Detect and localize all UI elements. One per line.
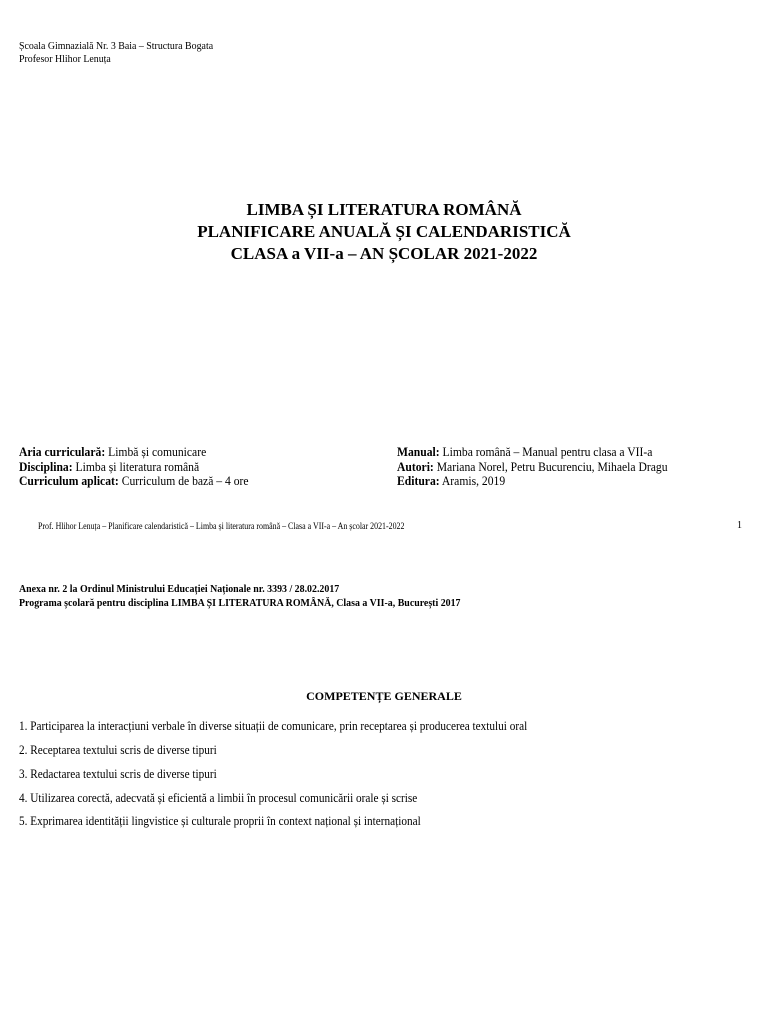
- info-value: Limba și literatura română: [72, 460, 200, 474]
- info-label: Aria curriculară:: [19, 445, 106, 459]
- competence-item: 5. Exprimarea identității lingvistice și culturale proprii în context național și internațional: [19, 814, 421, 828]
- info-label: Manual:: [397, 445, 440, 459]
- info-value: Limbă și comunicare: [105, 445, 207, 459]
- annex-program: Programa școlară pentru disciplina LIMBA ȘI LITERATURA ROMÂNĂ, Clasa a VII-a, București 2017: [19, 597, 461, 609]
- teacher-name: Profesor Hlihor Lenuța: [19, 53, 111, 65]
- title-subject: LIMBA ȘI LITERATURA ROMÂNĂ: [246, 200, 522, 219]
- competences-heading: COMPETENȚE GENERALE: [306, 689, 462, 703]
- info-authors: [397, 460, 668, 475]
- info-curriculum: [19, 474, 249, 489]
- info-value: Curriculum de bază – 4 ore: [118, 474, 249, 488]
- page-number: 1: [737, 520, 742, 531]
- info-value: Limba română – Manual pentru clasa a VII-a: [439, 445, 653, 459]
- info-textbook: [397, 445, 652, 460]
- info-value: Aramis, 2019: [439, 474, 506, 488]
- school-name: Școala Gimnazială Nr. 3 Baia – Structura Bogata: [19, 40, 214, 52]
- annex-order: Anexa nr. 2 la Ordinul Ministrului Educației Naționale nr. 3393 / 28.02.2017: [19, 583, 340, 595]
- info-label: Curriculum aplicat:: [19, 474, 119, 488]
- competence-item: 3. Redactarea textului scris de diverse tipuri: [19, 767, 217, 781]
- info-label: Editura:: [397, 474, 440, 488]
- page-footer: Prof. Hlihor Lenuța – Planificare calendaristică – Limba și literatura română – Clasa a VII-a – An școlar 2021-2022: [38, 521, 405, 531]
- competence-item: 4. Utilizarea corectă, adecvată și eficientă a limbii în procesul comunicării orale și scrise: [19, 791, 418, 805]
- title-planning: PLANIFICARE ANUALĂ ȘI CALENDARISTICĂ: [197, 222, 571, 241]
- info-label: Autori:: [397, 460, 434, 474]
- info-curricular-area: [19, 445, 206, 460]
- info-discipline: [19, 460, 199, 475]
- info-value: Mariana Norel, Petru Bucurenciu, Mihaela Dragu: [433, 460, 668, 474]
- info-publisher: [397, 474, 505, 489]
- competence-item: 2. Receptarea textului scris de diverse tipuri: [19, 743, 217, 757]
- title-class-year: CLASA a VII-a – AN ȘCOLAR 2021-2022: [230, 244, 538, 263]
- info-label: Disciplina:: [19, 460, 73, 474]
- competence-item: 1. Participarea la interacțiuni verbale în diverse situații de comunicare, prin receptarea și producerea textului oral: [19, 719, 528, 733]
